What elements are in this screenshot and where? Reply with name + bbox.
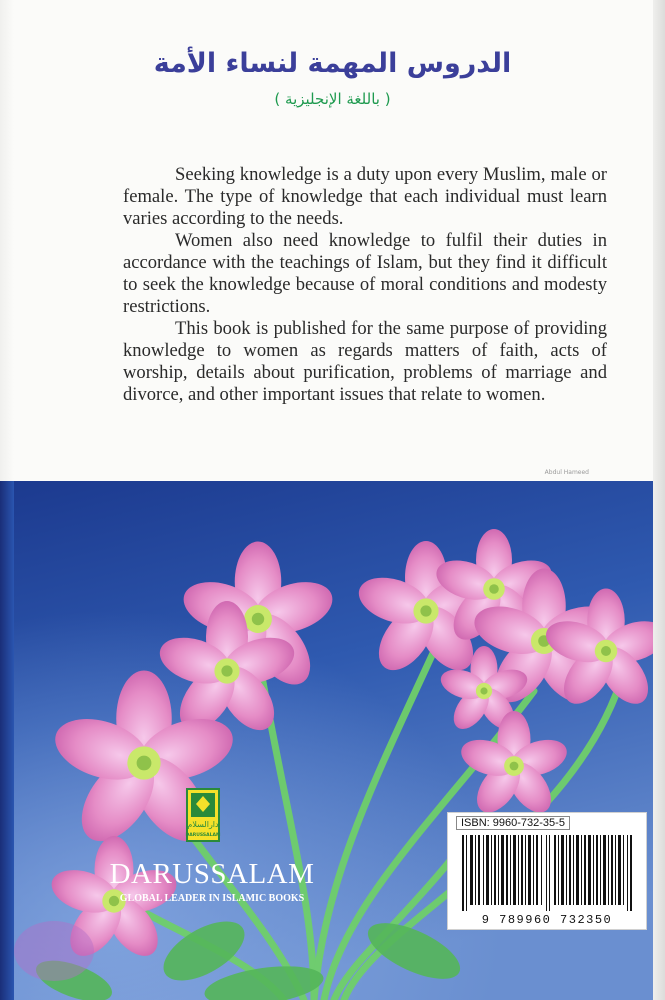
publisher-logo	[186, 788, 220, 842]
page-edge-left-lower	[0, 481, 14, 1000]
barcode-number: 9 789960 732350	[481, 913, 613, 927]
page-edge-right	[653, 0, 665, 1000]
publisher-name: DARUSSALAM	[109, 858, 315, 890]
publisher-tagline: GLOBAL LEADER IN ISLAMIC BOOKS	[119, 893, 305, 904]
blurb-text	[123, 164, 607, 406]
arabic-subtitle: ( باللغة الإنجليزية )	[274, 90, 391, 108]
text-panel	[0, 0, 665, 480]
photo-credit: Abdul Hameed	[544, 469, 589, 476]
logo-icon	[185, 790, 221, 840]
barcode-icon	[462, 835, 634, 911]
isbn-label: ISBN: 9960-732-35-5	[456, 816, 570, 830]
blurb-paragraph-2: Women also need knowledge to fulfil their duties in accordance with the teachings of Islam, but they find it difficult to seek the knowledge because of moral conditions and modesty restrictions.	[123, 230, 607, 317]
barcode-panel	[447, 812, 647, 930]
logo-arabic-text: دارالسلام	[187, 820, 219, 829]
blurb-paragraph-1: Seeking knowledge is a duty upon every Muslim, male or female. The type of knowledge that each individual must learn varies according to the needs.	[123, 164, 607, 229]
blurb-paragraph-3: This book is published for the same purpose of providing knowledge to women as regards matters of faith, acts of worship, details about purification, problems of marriage and divorce, and other important issues that relate to women.	[123, 318, 607, 405]
logo-caption: DARUSSALAM	[185, 833, 221, 838]
arabic-title: الدروس المهمة لنساء الأمة	[153, 48, 512, 79]
